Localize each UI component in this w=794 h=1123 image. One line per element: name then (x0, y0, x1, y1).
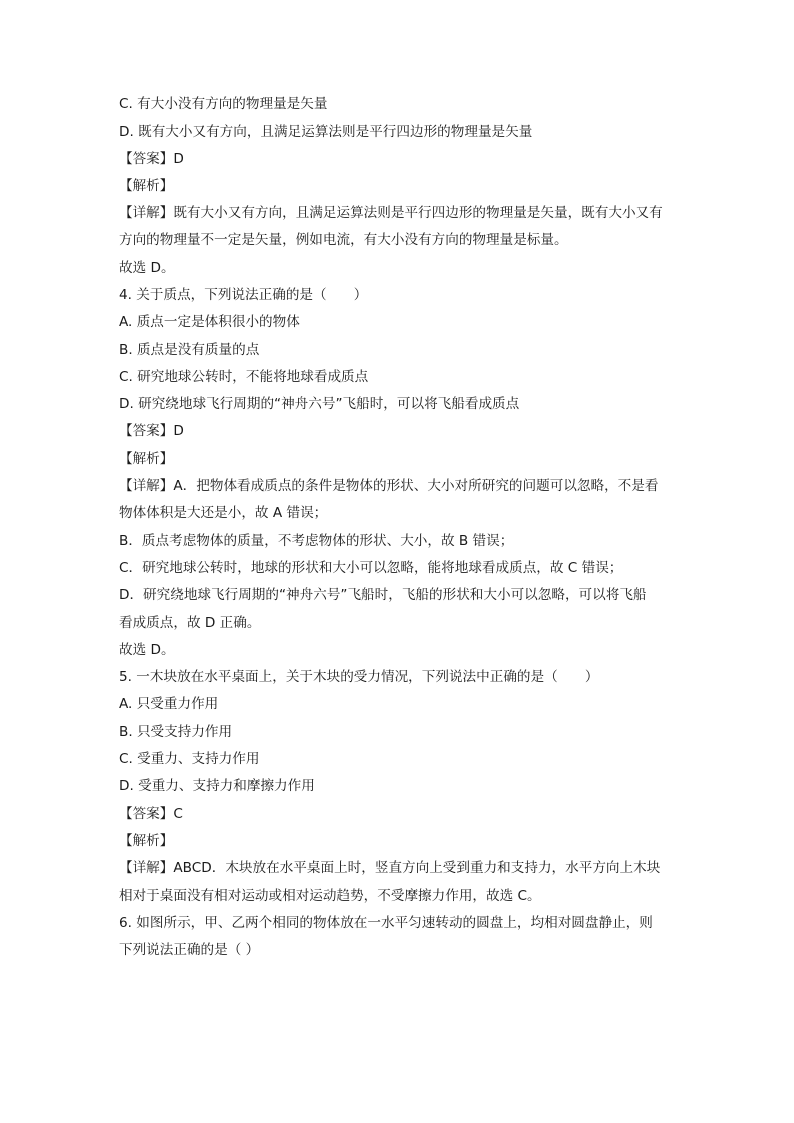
option-b-q5: B. 只受支持力作用 (119, 724, 233, 740)
question-5: 5. 一木块放在水平桌面上，关于木块的受力情况，下列说法中正确的是（ ） (119, 669, 599, 685)
detail-q3-line1: 【详解】既有大小又有方向，且满足运算法则是平行四边形的物理量是矢量，既有大小又有 (119, 205, 663, 221)
option-d-q3: D. 既有大小又有方向，且满足运算法则是平行四边形的物理量是矢量 (119, 124, 533, 140)
conclusion-q3: 故选 D。 (119, 260, 175, 276)
question-4: 4. 关于质点，下列说法正确的是（ ） (119, 287, 368, 303)
detail-q4-line1: 【详解】A．把物体看成质点的条件是物体的形状、大小对所研究的问题可以忽略，不是看 (119, 478, 659, 494)
question-6-line2: 下列说法正确的是（ ） (119, 942, 260, 958)
option-a-q4: A. 质点一定是体积很小的物体 (119, 314, 300, 330)
option-d-q5: D. 受重力、支持力和摩擦力作用 (119, 778, 315, 794)
detail-q4-line2: 物体体积是大还是小，故 A 错误； (119, 505, 328, 521)
analysis-label-q5: 【解析】 (119, 833, 174, 849)
conclusion-q4: 故选 D。 (119, 642, 175, 658)
option-d-q4: D. 研究绕地球飞行周期的“神舟六号”飞船时，可以将飞船看成质点 (119, 396, 520, 412)
question-6-line1: 6. 如图所示，甲、乙两个相同的物体放在一水平匀速转动的圆盘上，均相对圆盘静止，则 (119, 915, 653, 931)
analysis-label-q4: 【解析】 (119, 451, 174, 467)
detail-q3-line2: 方向的物理量不一定是矢量，例如电流，有大小没有方向的物理量是标量。 (119, 232, 568, 248)
detail-q4-line6: 看成质点，故 D 正确。 (119, 615, 261, 631)
option-a-q5: A. 只受重力作用 (119, 696, 219, 712)
detail-q4-line4: C．研究地球公转时，地球的形状和大小可以忽略，能将地球看成质点，故 C 错误； (119, 560, 623, 576)
answer-q4: 【答案】D (119, 423, 184, 439)
detail-q4-line5: D．研究绕地球飞行周期的“神舟六号”飞船时，飞船的形状和大小可以忽略，可以将飞船 (119, 587, 647, 603)
option-b-q4: B. 质点是没有质量的点 (119, 342, 260, 358)
answer-q5: 【答案】C (119, 806, 183, 822)
answer-q3: 【答案】D (119, 151, 184, 167)
analysis-label-q3: 【解析】 (119, 178, 174, 194)
option-c-q5: C. 受重力、支持力作用 (119, 751, 260, 767)
detail-q5-line1: 【详解】ABCD．木块放在水平桌面上时，竖直方向上受到重力和支持力，水平方向上木块 (119, 860, 661, 876)
detail-q4-line3: B．质点考虑物体的质量，不考虑物体的形状、大小，故 B 错误； (119, 533, 514, 549)
option-c-q4: C. 研究地球公转时，不能将地球看成质点 (119, 369, 369, 385)
option-c-q3: C. 有大小没有方向的物理量是矢量 (119, 96, 328, 112)
detail-q5-line2: 相对于桌面没有相对运动或相对运动趋势，不受摩擦力作用，故选 C。 (119, 888, 541, 904)
